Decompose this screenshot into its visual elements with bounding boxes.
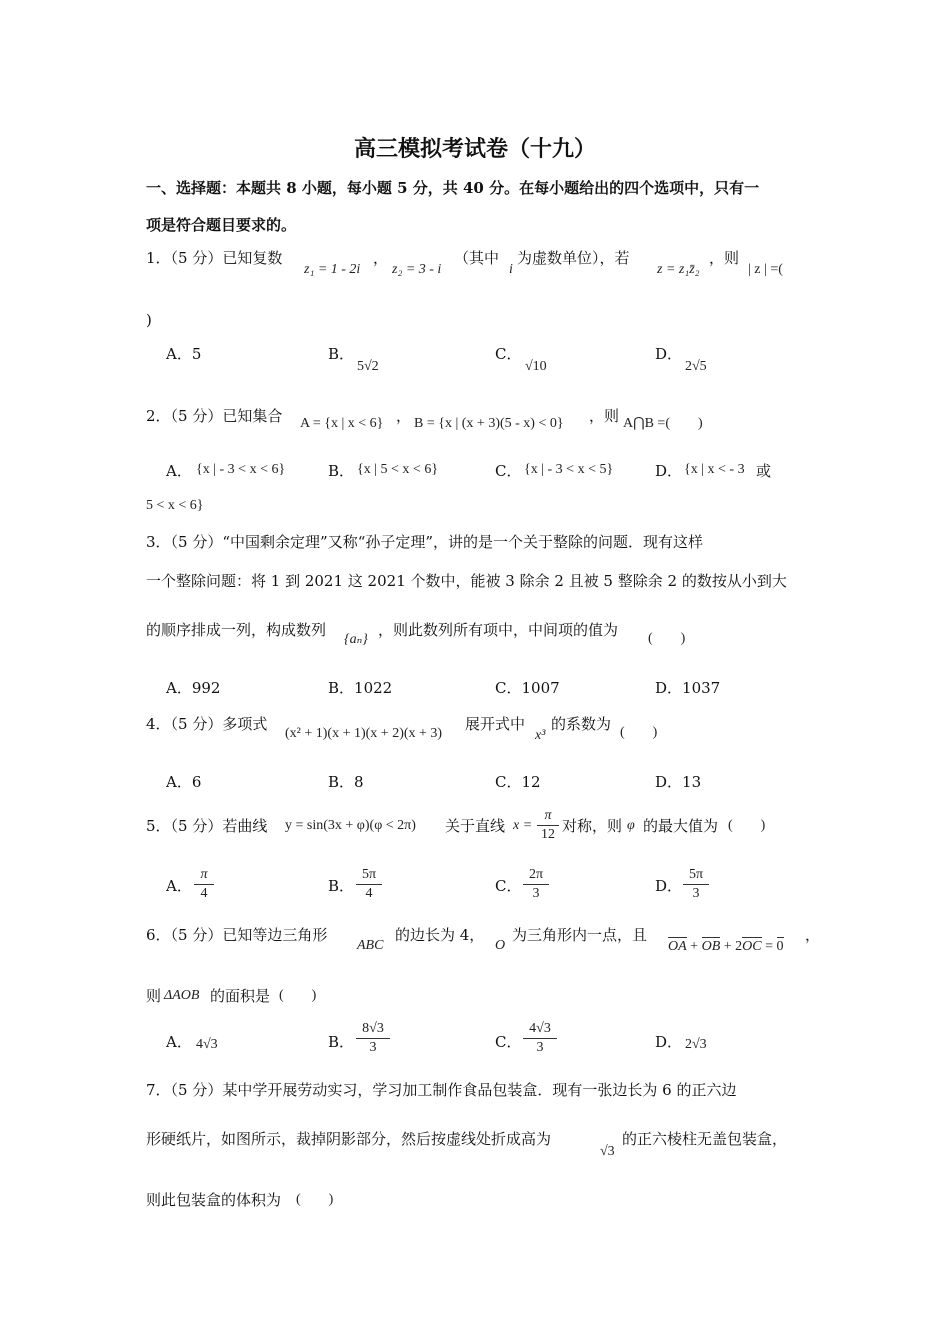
q3-option-d: D．1037: [655, 679, 721, 697]
q6-option-a: 4√3: [196, 1037, 218, 1052]
q6-option-d-label: D．: [655, 1033, 683, 1051]
q2-option-d-cont: 5 < x < 6}: [146, 498, 204, 513]
q7-blank: ( ): [296, 1192, 334, 1207]
q6-blank: ( ): [279, 988, 317, 1003]
q1-prefix: 1．（5 分）已知复数: [146, 249, 283, 267]
fraction-bar: [523, 884, 549, 885]
q7-line2b: 的正六棱柱无盖包装盒，: [622, 1130, 788, 1148]
q4-mid: 展开式中: [465, 715, 526, 733]
q6-comma: ，: [805, 926, 821, 944]
q5-a-numerator: π: [200, 867, 208, 882]
q2-option-d: {x | x < - 3: [684, 462, 745, 477]
q6-option-a-label: A．: [166, 1033, 192, 1051]
q1-mid: （其中: [454, 249, 500, 267]
q5-option-a-label: A．: [166, 877, 192, 895]
q1-sep: ，: [373, 249, 389, 267]
q3-line2: 一个整除问题：将 1 到 2021 这 2021 个数中，能被 3 除余 2 且被 5 整除余 2 的数按从小到大: [146, 572, 787, 590]
q5-option-b: [356, 867, 382, 902]
q5-c-denominator: 3: [532, 886, 540, 901]
q1-then: ，则: [709, 249, 740, 267]
q1-option-b-label: B．: [328, 345, 355, 363]
q5-x-numerator: π: [544, 808, 552, 823]
q1-option-b: 5√2: [357, 359, 379, 374]
q4-prefix: 4．（5 分）多项式: [146, 715, 268, 733]
q4-blank: ( ): [620, 725, 658, 740]
q5-option-c: [523, 867, 549, 902]
q5-option-c-label: C．: [495, 877, 522, 895]
q1-option-c-label: C．: [495, 345, 522, 363]
q1-option-a: A．5: [166, 345, 202, 363]
q4-option-b: B．8: [328, 773, 364, 791]
q3-line1: 3．（5 分）“中国剩余定理”又称“孙子定理”，讲的是一个关于整除的问题．现有这样: [146, 533, 704, 551]
q3-option-b: B．1022: [328, 679, 393, 697]
q5-x-eq: x =: [513, 818, 533, 833]
q5-b-denominator: 4: [365, 886, 373, 901]
q4-option-c: C．12: [495, 773, 541, 791]
q3-sequence: {aₙ}: [344, 632, 368, 647]
fraction-bar: [194, 884, 214, 885]
q2-option-d-label: D．: [655, 462, 683, 480]
q6-line2b: 的面积是: [210, 987, 271, 1005]
q2-option-a-label: A．: [166, 462, 192, 480]
q2-sep: ，: [396, 407, 412, 425]
q4-option-a: A．6: [166, 773, 202, 791]
q5-a-denominator: 4: [200, 886, 208, 901]
q5-suffix2: 的最大值为: [643, 817, 719, 835]
q6-option-b-label: B．: [328, 1033, 355, 1051]
q5-d-denominator: 3: [692, 886, 700, 901]
q3-line3b: ，则此数列所有项中，中间项的值为: [378, 621, 619, 639]
q1-abs: | z | =(: [748, 262, 783, 277]
q6-mid: 的边长为 4，: [395, 926, 485, 944]
section-heading-line1: 一、选择题：本题共 8 小题，每小题 5 分，共 40 分。在每小题给出的四个选项中，只有一: [146, 179, 760, 197]
q1-i: i: [509, 262, 513, 277]
q2-set-b: B = {x | (x + 3)(5 - x) < 0}: [414, 416, 564, 431]
q5-option-b-label: B．: [328, 877, 355, 895]
q1-option-c: √10: [525, 359, 547, 374]
q2-then: ，则: [589, 407, 620, 425]
q5-mid: 关于直线: [445, 817, 506, 835]
q2-option-a: {x | - 3 < x < 6}: [196, 462, 286, 477]
q1-z1: z₁ = 1 - 2i: [304, 262, 361, 277]
vector-oc: OC: [742, 939, 762, 954]
vector-oa: OA: [668, 939, 687, 954]
q6-prefix: 6．（5 分）已知等边三角形: [146, 926, 328, 944]
q5-curve: y = sin(3x + φ)(φ < 2π): [285, 818, 416, 833]
q6-triangle-aob: ΔAOB: [164, 988, 200, 1003]
plus-sign: + 2: [720, 939, 743, 954]
q5-option-d-label: D．: [655, 877, 683, 895]
q5-b-numerator: 5π: [361, 867, 377, 882]
q1-option-d: 2√5: [685, 359, 707, 374]
q1-z2: z₂ = 3 - i: [392, 262, 442, 277]
q1-z-expression: z = z₁z̄₂: [657, 262, 700, 277]
q6-option-b: [356, 1021, 390, 1056]
q5-suffix1: 对称，则: [562, 817, 623, 835]
q6-option-c-label: C．: [495, 1033, 522, 1051]
q5-line-fraction: [537, 808, 559, 843]
q2-option-c-label: C．: [495, 462, 522, 480]
q6-triangle: ABC: [357, 938, 384, 953]
fraction-bar: [537, 825, 559, 826]
q3-option-a: A．992: [166, 679, 221, 697]
q4-option-d: D．13: [655, 773, 702, 791]
q6-b-denominator: 3: [369, 1040, 377, 1055]
q7-line3: 则此包装盒的体积为: [146, 1191, 282, 1209]
fraction-bar: [356, 1038, 390, 1039]
q2-option-c: {x | - 3 < x < 5}: [524, 462, 614, 477]
q7-line1: 7．（5 分）某中学开展劳动实习，学习加工制作食品包装盒．现有一张边长为 6 的正六边: [146, 1081, 737, 1099]
q1-mid2: 为虚数单位），若: [517, 249, 630, 267]
page-title: 高三模拟考试卷（十九）: [353, 136, 596, 162]
q5-blank: ( ): [728, 818, 766, 833]
q6-mid2: 为三角形内一点，且: [512, 926, 648, 944]
q5-c-numerator: 2π: [528, 867, 544, 882]
zero-vector: 0: [776, 939, 784, 954]
q5-x-denominator: 12: [541, 827, 555, 842]
q4-polynomial: (x² + 1)(x + 1)(x + 2)(x + 3): [285, 726, 443, 741]
fraction-bar: [356, 884, 382, 885]
q1-close: ): [146, 311, 152, 329]
q5-option-d: [683, 867, 709, 902]
q7-line2a: 形硬纸片，如图所示，裁掉阴影部分，然后按虚线处折成高为: [146, 1130, 552, 1148]
q5-prefix: 5．（5 分）若曲线: [146, 817, 268, 835]
q6-option-c: [523, 1021, 557, 1056]
q7-height: √3: [600, 1144, 615, 1159]
q1-option-d-label: D．: [655, 345, 683, 363]
q4-x3: x³: [535, 728, 546, 743]
fraction-bar: [683, 884, 709, 885]
q3-line3a: 的顺序排成一列，构成数列: [146, 621, 327, 639]
vector-ob: OB: [701, 939, 721, 954]
q3-blank: ( ): [648, 631, 686, 646]
q6-point-o: O: [495, 938, 506, 953]
q5-option-a: [194, 867, 214, 902]
q2-prefix: 2．（5 分）已知集合: [146, 407, 283, 425]
q6-b-numerator: 8√3: [362, 1021, 384, 1036]
q2-expression: A⋂B =( ): [623, 416, 703, 431]
q6-option-d: 2√3: [685, 1037, 707, 1052]
q2-set-a: A = {x | x < 6}: [300, 416, 384, 431]
plus-sign: +: [686, 939, 702, 954]
q2-option-b-label: B．: [328, 462, 355, 480]
q2-option-d-or: 或: [756, 462, 772, 480]
q6-line2a: 则: [146, 987, 162, 1005]
q3-option-c: C．1007: [495, 679, 560, 697]
q4-suffix: 的系数为: [551, 715, 612, 733]
section-heading-line2: 项是符合题目要求的。: [146, 216, 297, 234]
equals-sign: =: [761, 939, 777, 954]
q6-c-denominator: 3: [536, 1040, 544, 1055]
q2-option-b: {x | 5 < x < 6}: [357, 462, 439, 477]
q5-phi: φ: [627, 818, 635, 833]
q5-d-numerator: 5π: [688, 867, 704, 882]
q6-vector-equation: [668, 937, 784, 956]
q6-c-numerator: 4√3: [529, 1021, 551, 1036]
fraction-bar: [523, 1038, 557, 1039]
